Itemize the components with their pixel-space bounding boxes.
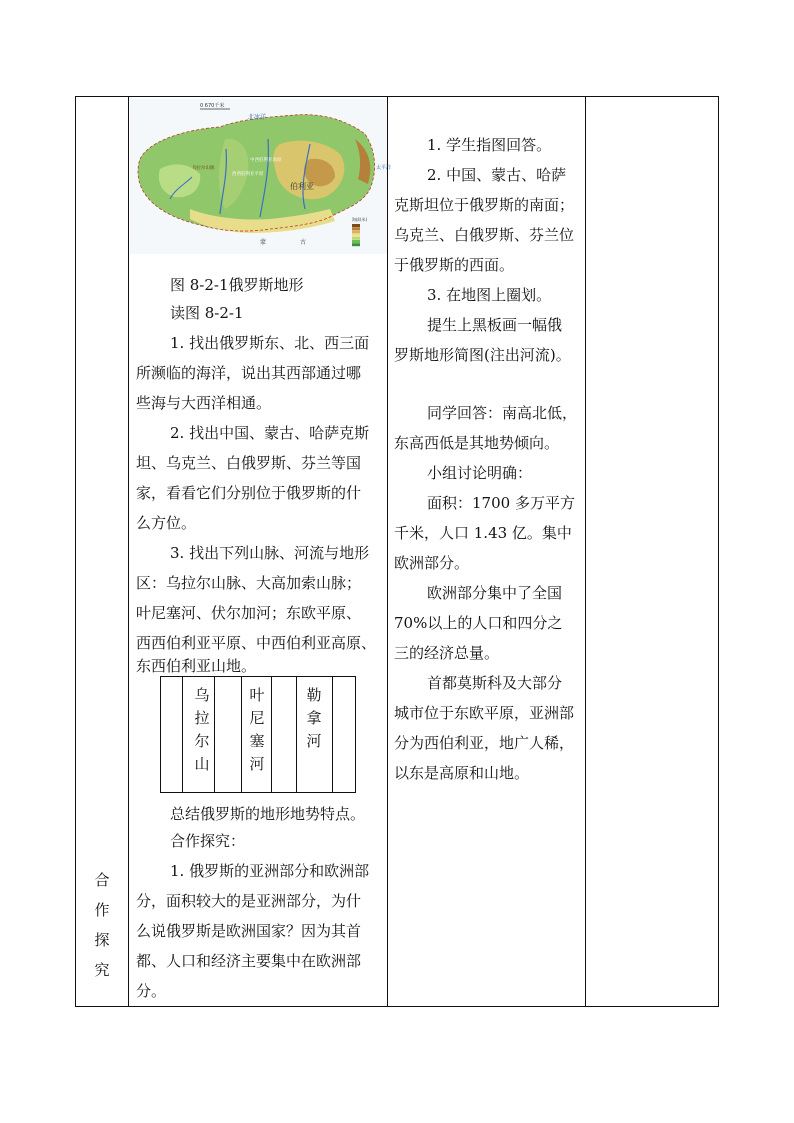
figure-caption: 图 8-2-1俄罗斯地形 <box>170 276 304 294</box>
map-label: 西西伯利亚平原 <box>232 172 264 177</box>
cooperative-question-line: 分。 <box>136 982 167 1000</box>
question-3-line: 区：乌拉尔山脉、大高加索山脉； <box>136 574 362 592</box>
question-2-line: 么方位。 <box>136 514 197 532</box>
column-divider-1 <box>128 96 129 1007</box>
student-answer-9-line: 城市位于东欧平原，亚洲部 <box>394 704 575 722</box>
question-1-line: 些海与大西洋相通。 <box>136 394 272 412</box>
question-3-line: 叶尼塞河、伏尔加河；东欧平原、 <box>136 604 362 622</box>
cooperative-question-line: 分，面积较大的是亚洲部分，为什 <box>136 892 362 910</box>
map-legend-title: 海拔(米) <box>352 217 368 222</box>
map-legend-swatch <box>352 224 360 227</box>
map-legend-swatch <box>352 234 360 237</box>
student-answer-4-line: 罗斯地形简图(注出河流)。 <box>394 346 571 364</box>
mini-table-cell: 勒 拿 河 <box>306 686 322 750</box>
fill-in-table-divider <box>214 677 215 792</box>
section-label-char: 探 <box>94 931 110 949</box>
map-legend-swatch <box>352 237 360 240</box>
question-1-line: 所濒临的海洋，说出其西部通过哪 <box>136 364 362 382</box>
student-answer-2-line: 于俄罗斯的西面。 <box>394 256 515 274</box>
cooperative-question-line: 么说俄罗斯是欧洲国家？因为其首 <box>136 922 362 940</box>
column-divider-3 <box>585 96 586 1007</box>
mini-table-cell: 叶 尼 塞 河 <box>249 686 265 773</box>
student-answer-8-line: 三的经济总量。 <box>394 644 500 662</box>
student-answer-5-line: 同学回答：南高北低， <box>427 404 578 422</box>
map-legend-swatch <box>352 230 360 233</box>
fill-in-table-divider <box>271 677 272 792</box>
student-answer-2-line: 乌克兰、白俄罗斯、芬兰位 <box>394 226 575 244</box>
student-answer-8-line: 70%以上的人口和四分之 <box>394 614 563 632</box>
russia-terrain-map <box>130 99 392 254</box>
student-answer-4-line: 提生上黑板画一幅俄 <box>427 316 563 334</box>
summary-line: 总结俄罗斯的地形地势特点。 <box>170 805 366 823</box>
student-answer-8-line: 欧洲部分集中了全国 <box>427 584 563 602</box>
map-label: 北冰洋 <box>248 114 267 121</box>
question-1-line: 1. 找出俄罗斯东、北、西三面 <box>170 334 370 352</box>
map-legend-swatch <box>352 243 360 246</box>
student-answer-7-line: 欧洲部分。 <box>394 554 470 572</box>
fill-in-table-divider <box>241 677 242 792</box>
read-map-label: 读图 8-2-1 <box>170 304 244 322</box>
map-label: 太平洋 <box>376 165 392 171</box>
student-answer-7-line: 面积：1700 多万平方 <box>427 494 575 512</box>
student-answer-1: 1. 学生指图回答。 <box>427 136 552 154</box>
fill-in-table-divider <box>332 677 333 792</box>
section-label-char: 合 <box>94 871 110 889</box>
question-2-line: 家，看看它们分别位于俄罗斯的什 <box>136 484 362 502</box>
map-label: 中西伯利亚高原 <box>250 158 282 163</box>
column-divider-2 <box>387 96 388 1007</box>
map-legend <box>352 224 360 246</box>
cooperative-question-line: 都、人口和经济主要集中在欧洲部 <box>136 952 362 970</box>
map-label: 伯利亚 <box>290 182 314 191</box>
student-answer-3: 3. 在地图上圈划。 <box>427 286 552 304</box>
student-answer-6: 小组讨论明确： <box>427 464 533 482</box>
question-2-line: 坦、乌克兰、白俄罗斯、芬兰等国 <box>136 454 362 472</box>
student-answer-9-line: 分为西伯利亚，地广人稀， <box>394 734 575 752</box>
map-label: 古 <box>300 239 307 246</box>
student-answer-9-line: 首都莫斯科及大部分 <box>427 674 563 692</box>
map-label: 乌拉尔山脉 <box>192 166 215 171</box>
map-legend-swatch <box>352 240 360 243</box>
section-label-char: 作 <box>94 901 110 919</box>
student-answer-2-line: 克斯坦位于俄罗斯的南面； <box>394 196 575 214</box>
map-legend-swatch <box>352 227 360 230</box>
map-scale-text: 0 670千米 <box>200 103 225 109</box>
question-3-line: 东西伯利亚山地。 <box>136 657 257 675</box>
student-answer-9-line: 以东是高原和山地。 <box>394 764 530 782</box>
cooperative-question-line: 1. 俄罗斯的亚洲部分和欧洲部 <box>170 862 370 880</box>
map-label: 蒙 <box>260 239 267 246</box>
question-3-line: 西西伯利亚平原、中西伯利亚高原、 <box>136 634 377 652</box>
question-3-line: 3. 找出下列山脉、河流与地形 <box>170 544 370 562</box>
student-answer-5-line: 东高西低是其地势倾向。 <box>394 434 560 452</box>
fill-in-table-divider <box>182 677 183 792</box>
section-label-char: 究 <box>94 961 110 979</box>
cooperative-inquiry-label: 合作探究： <box>170 832 246 850</box>
fill-in-table-divider <box>296 677 297 792</box>
student-answer-7-line: 千米，人口 1.43 亿。集中 <box>394 524 572 542</box>
mini-table-cell: 乌 拉 尔 山 <box>194 686 210 773</box>
student-answer-2-line: 2. 中国、蒙古、哈萨 <box>427 166 567 184</box>
question-2-line: 2. 找出中国、蒙古、哈萨克斯 <box>170 424 370 442</box>
